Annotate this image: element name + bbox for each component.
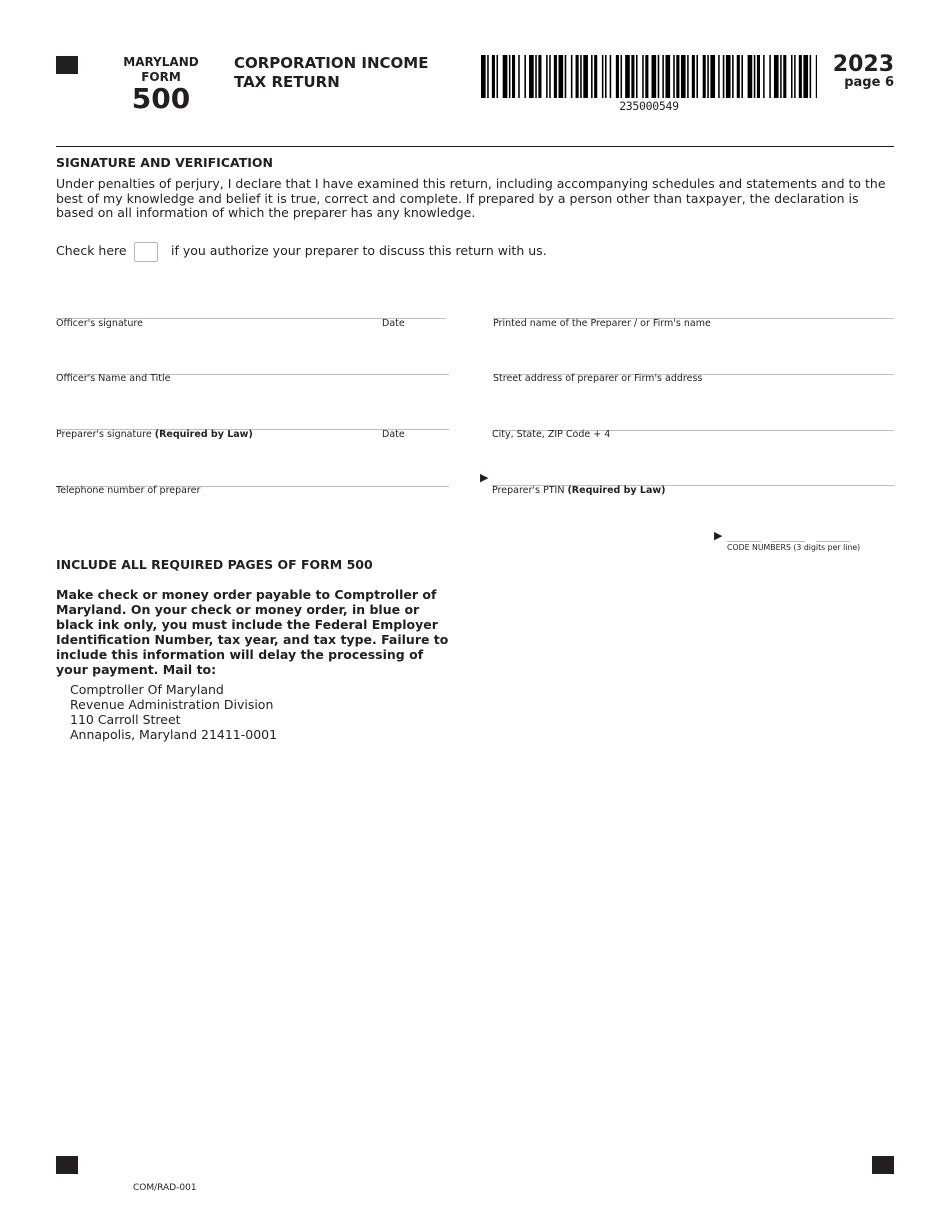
date-label: Date: [382, 318, 405, 329]
barcode-bar: [538, 55, 541, 98]
barcode-bar: [481, 55, 486, 98]
barcode-bar: [503, 55, 508, 98]
barcode-bar: [616, 55, 619, 98]
page-number: page 6: [844, 75, 894, 90]
address-line: Comptroller Of Maryland: [70, 682, 224, 697]
barcode-bar: [512, 55, 515, 98]
barcode-bar: [791, 55, 793, 98]
ptin-text: Preparer's PTIN: [492, 485, 565, 496]
barcode-bar: [676, 55, 679, 98]
ptin-arrow-icon: ▶: [480, 471, 489, 484]
ptin-label: [492, 485, 666, 496]
barcode-bar: [524, 55, 526, 98]
state-label: MARYLAND: [123, 55, 199, 69]
footer-code: COM/RAD-001: [133, 1183, 197, 1193]
barcode-bar: [509, 55, 511, 98]
barcode-bar: [794, 55, 796, 98]
barcode-bar: [610, 55, 612, 98]
officer-name-title-label: Officer's Name and Title: [56, 373, 171, 384]
barcode-bar: [769, 55, 771, 98]
barcode-bar: [692, 55, 695, 98]
barcode-bar: [673, 55, 675, 98]
barcode-bar: [754, 55, 756, 98]
code-number-field[interactable]: [816, 541, 850, 542]
preparer-signature-label: [56, 429, 253, 440]
barcode-bar: [665, 55, 670, 98]
barcode-bar: [559, 55, 564, 98]
barcode-bar: [529, 55, 534, 98]
section-heading: SIGNATURE AND VERIFICATION: [56, 155, 273, 170]
barcode-bar: [783, 55, 786, 98]
form-word: FORM: [141, 70, 181, 84]
authorize-preparer-checkbox[interactable]: [134, 242, 158, 262]
barcode-bar: [816, 55, 817, 98]
check-here-label: Check here: [56, 243, 127, 258]
barcode-bar: [636, 55, 638, 98]
code-number-field[interactable]: [727, 541, 761, 542]
barcode-bar: [763, 55, 765, 98]
barcode-bar: [662, 55, 664, 98]
address-line: Annapolis, Maryland 21411-0001: [70, 727, 278, 742]
code-arrow-icon: ▶: [714, 529, 723, 542]
barcode-bar: [487, 55, 489, 98]
city-state-zip-label: City, State, ZIP Code + 4: [492, 429, 611, 440]
barcode-bar: [737, 55, 740, 98]
date-label: Date: [382, 429, 405, 440]
form-title-line1: CORPORATION INCOME: [234, 54, 429, 72]
barcode-bar: [658, 55, 660, 98]
code-numbers-label: CODE NUMBERS (3 digits per line): [727, 543, 861, 552]
declaration-text: Under penalties of perjury, I declare that I have examined this return, including accompanying schedules and statements and to the best of my knowledge and belief it is true, correct and complete. If prepared by a person other than taxpayer, the declaration is based on all information of which the preparer has any knowledge.: [56, 176, 886, 221]
barcode-bar: [703, 55, 706, 98]
street-address-label: Street address of preparer or Firm's address: [493, 373, 703, 384]
barcode-bar: [583, 55, 588, 98]
barcode-bar: [580, 55, 582, 98]
barcode-bar: [605, 55, 607, 98]
barcode-bar: [645, 55, 648, 98]
barcode-bar: [748, 55, 753, 98]
mailing-address: [70, 682, 277, 742]
form-number: 500: [131, 82, 191, 115]
barcode-bar: [723, 55, 725, 98]
barcode-bar: [602, 55, 604, 98]
barcode-bar: [732, 55, 734, 98]
barcode-bar: [549, 55, 551, 98]
form-id-block: [112, 55, 210, 113]
address-line: 110 Carroll Street: [70, 712, 181, 727]
preparer-name-label: Printed name of the Preparer / or Firm's name: [493, 318, 711, 329]
header-divider: [56, 146, 894, 147]
barcode-number: 235000549: [619, 99, 679, 113]
address-line: Revenue Administration Division: [70, 697, 274, 712]
barcode-bar: [799, 55, 802, 98]
barcode-bar: [554, 55, 557, 98]
officer-signature-label: Officer's signature: [56, 318, 143, 329]
barcode-bar: [576, 55, 579, 98]
required-by-law-note: (Required by Law): [567, 485, 666, 496]
barcode-bar: [565, 55, 567, 98]
barcode-bar: [696, 55, 698, 98]
authorize-preparer-text: if you authorize your preparer to discuss this return with us.: [171, 243, 547, 258]
barcode-bar: [594, 55, 597, 98]
barcode-bar: [535, 55, 537, 98]
registration-mark-bottom-left: [56, 1156, 78, 1174]
payment-instructions: Make check or money order payable to Comptroller of Maryland. On your check or money order, in blue or black ink only, you must include the Federal Employer Identification Number, tax year, and tax type. Failure to include this information will delay the processing of your payment. Mail to:: [56, 587, 449, 677]
code-number-field[interactable]: [771, 541, 805, 542]
barcode-bar: [726, 55, 731, 98]
barcode-bar: [652, 55, 657, 98]
form-title: [234, 54, 428, 92]
barcode-bar: [546, 55, 548, 98]
barcode: [481, 55, 817, 98]
barcode-bar: [803, 55, 808, 98]
telephone-label: Telephone number of preparer: [56, 485, 201, 496]
barcode-bar: [625, 55, 630, 98]
barcode-bar: [631, 55, 634, 98]
include-pages-heading: INCLUDE ALL REQUIRED PAGES OF FORM 500: [56, 557, 373, 572]
barcode-bar: [642, 55, 644, 98]
barcode-bar: [518, 55, 520, 98]
barcode-bar: [681, 55, 686, 98]
barcode-bar: [591, 55, 593, 98]
form-title-line2: TAX RETURN: [234, 73, 340, 91]
barcode-bar: [741, 55, 743, 98]
barcode-bar: [687, 55, 689, 98]
barcode-bar: [780, 55, 782, 98]
registration-mark-top-left: [56, 56, 78, 74]
barcode-bar: [757, 55, 760, 98]
barcode-bar: [718, 55, 720, 98]
barcode-bar: [707, 55, 709, 98]
barcode-bar: [774, 55, 779, 98]
tax-year: 2023: [832, 52, 894, 77]
required-by-law-note: (Required by Law): [154, 429, 253, 440]
barcode-bar: [621, 55, 623, 98]
barcode-bar: [710, 55, 715, 98]
barcode-bar: [497, 55, 499, 98]
barcode-bar: [571, 55, 573, 98]
barcode-bar: [810, 55, 812, 98]
preparer-signature-text: Preparer's signature: [56, 429, 152, 440]
registration-mark-bottom-right: [872, 1156, 894, 1174]
barcode-bar: [492, 55, 495, 98]
